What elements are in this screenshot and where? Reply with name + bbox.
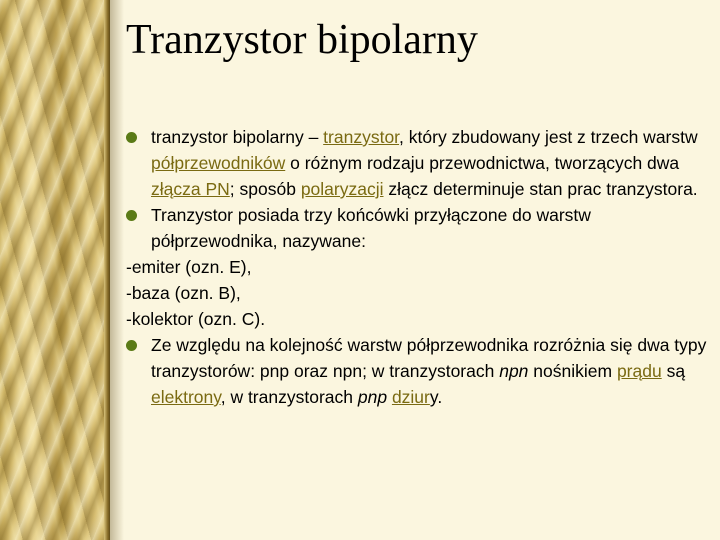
bullet-dot-icon xyxy=(126,210,137,221)
text-span: tranzystor bipolarny – xyxy=(151,127,324,147)
slide-title: Tranzystor bipolarny xyxy=(126,17,478,63)
bullet-item-terminals xyxy=(126,202,712,254)
link-polaryzacji[interactable]: polaryzacji xyxy=(300,179,384,199)
italic-npn: npn xyxy=(499,361,529,381)
terminal-line-kolektor: -kolektor (ozn. C). xyxy=(126,309,266,329)
link-dziur[interactable]: dziur xyxy=(391,387,430,407)
link-tranzystor[interactable]: tranzystor xyxy=(323,127,400,147)
text-span: o różnym rodzaju przewodnictwa, tworzących dwa xyxy=(285,153,680,173)
text-span: , w tranzystorach xyxy=(220,387,358,407)
link-zlacza-pn[interactable]: złącza PN xyxy=(151,179,230,199)
terminal-line-baza: -baza (ozn. B), xyxy=(126,283,241,303)
text-span: y. xyxy=(429,387,443,407)
bullet-item-types xyxy=(126,332,712,410)
text-span: ; sposób xyxy=(229,179,301,199)
text-span: złącz determinuje stan prac tranzystora. xyxy=(383,179,698,199)
link-polprzewodnikow[interactable]: półprzewodników xyxy=(151,153,286,173)
text-span: Tranzystor posiada trzy końcówki przyłączone do warstw półprzewodnika, nazywane: xyxy=(151,205,591,251)
bullet-dot-icon xyxy=(126,132,137,143)
text-span: są xyxy=(661,361,686,381)
link-elektrony[interactable]: elektrony xyxy=(151,387,221,407)
text-span: , który zbudowany jest z trzech warstw xyxy=(399,127,698,147)
bullet-dot-icon xyxy=(126,340,137,351)
side-panel-shadow xyxy=(110,0,124,540)
bullet-item-definition xyxy=(126,124,712,202)
italic-pnp: pnp xyxy=(357,387,388,407)
slide-body xyxy=(126,124,712,410)
text-span: nośnikiem xyxy=(528,361,617,381)
terminal-line-emiter: -emiter (ozn. E), xyxy=(126,257,252,277)
text-span: Ze względu na kolejność warstw półprzewodnika rozróżnia się dwa typy tranzystorów: pnp oraz npn; w tranzystorach xyxy=(151,335,707,381)
link-pradu[interactable]: prądu xyxy=(616,361,662,381)
marble-side-panel xyxy=(0,0,110,540)
